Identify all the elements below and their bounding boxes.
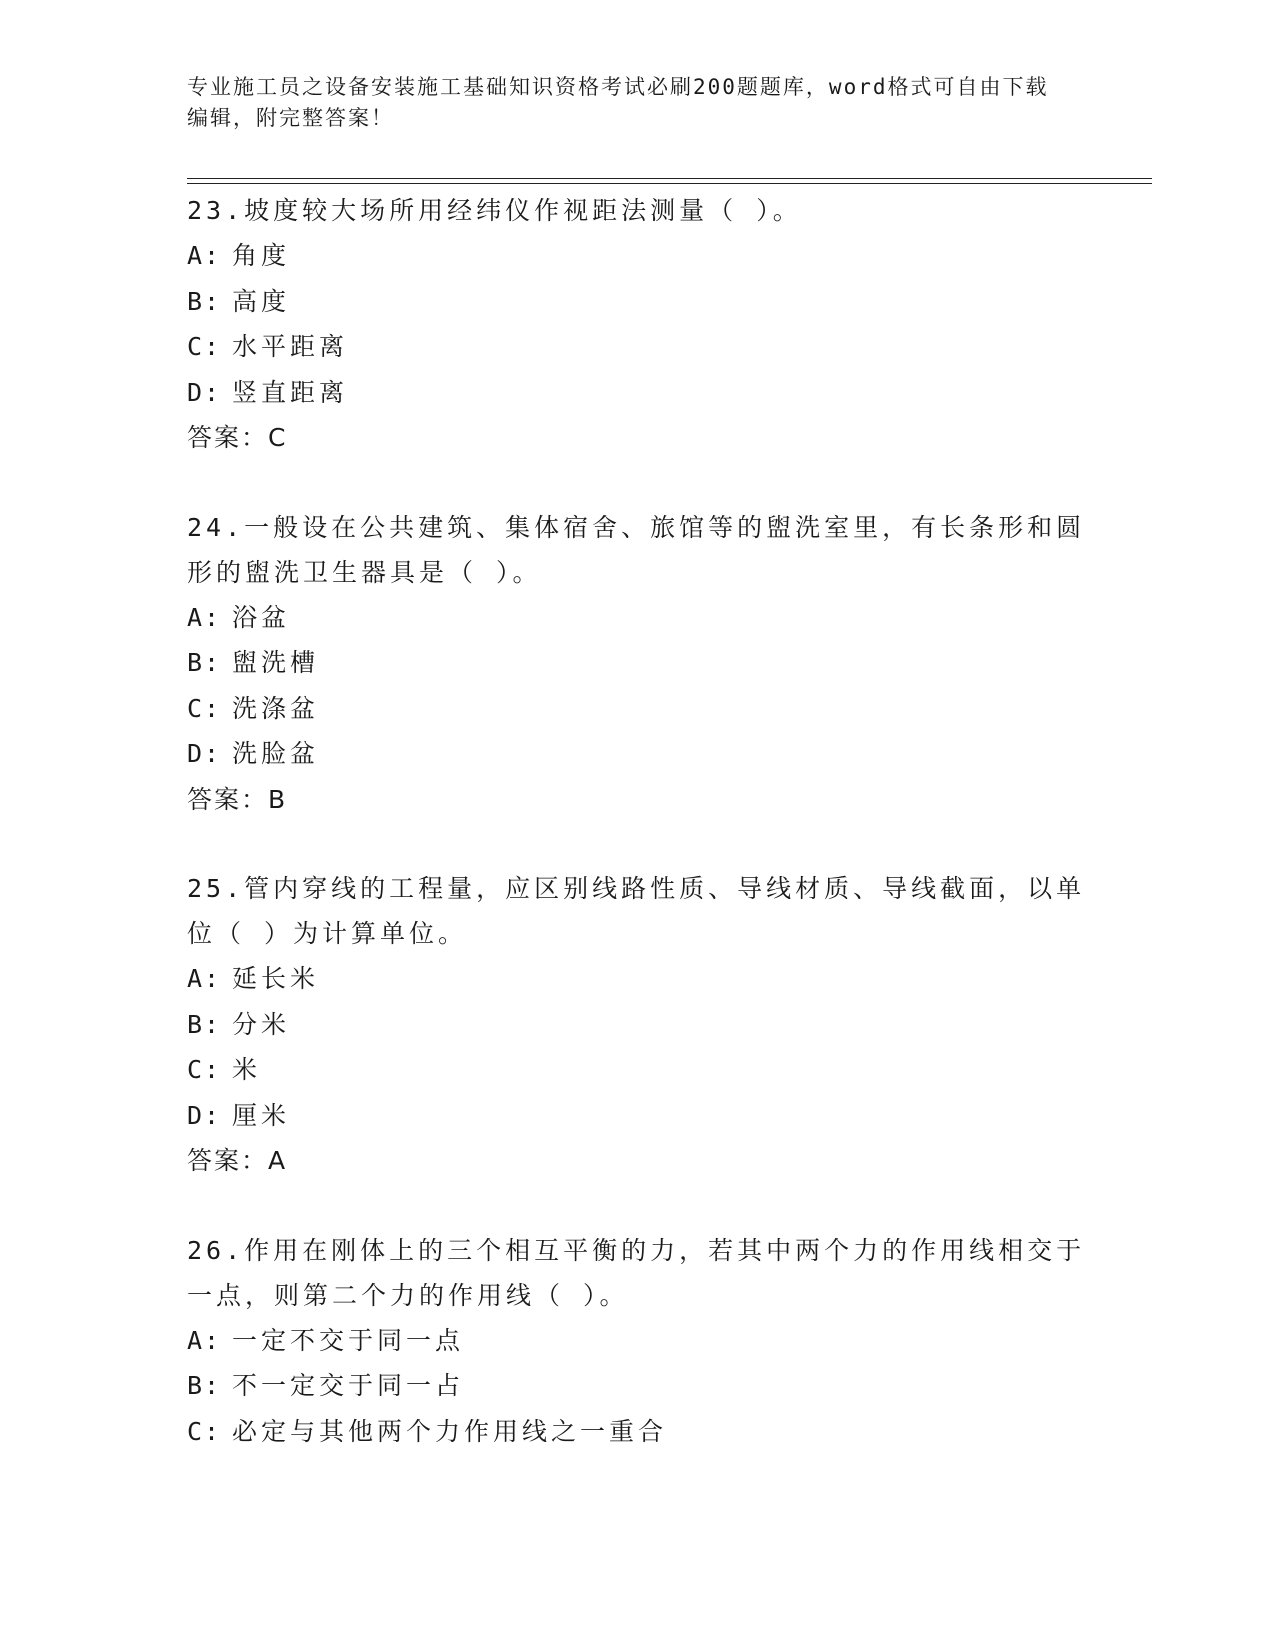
answer-line: 答案：B [187,784,288,814]
question-stem: 23.坡度较大场所用经纬仪作视距法测量（ ）。 [187,196,802,225]
option-text: 水平距离 [232,332,349,361]
option-b [187,1002,1087,1048]
question-24 [187,505,1087,823]
question-stem: 25.管内穿线的工程量，应区别线路性质、导线材质、导线截面，以单位（ ）为计算单位。 [187,874,1086,948]
option-key: D: [187,377,222,407]
option-key: D: [187,1100,222,1130]
option-d [187,731,1087,777]
option-text: 不一定交于同一占 [232,1371,465,1400]
header-title: 专业施工员之设备安装施工基础知识资格考试必刷200题题库，word格式可自由下载编辑，附完整答案！ [187,75,1049,130]
question-stem: 26.作用在刚体上的三个相互平衡的力，若其中两个力的作用线相交于一点，则第二个力的作用线（ ）。 [187,1235,1086,1310]
option-key: B: [187,1371,222,1400]
document-header [187,72,1067,134]
option-key: A: [187,241,222,270]
option-text: 厘米 [232,1100,291,1130]
option-key: D: [187,739,222,768]
option-key: A: [187,602,222,632]
option-b [187,1363,1087,1409]
option-a [187,956,1087,1002]
option-b [187,640,1087,686]
option-b [187,279,1087,325]
option-key: B: [187,648,222,677]
option-key: C: [187,1416,222,1446]
option-c [187,324,1087,370]
option-c [187,686,1087,732]
option-text: 高度 [232,286,291,316]
option-d [187,370,1087,416]
question-stem: 24.一般设在公共建筑、集体宿舍、旅馆等的盥洗室里，有长条形和圆形的盥洗卫生器具是（ ）。 [187,512,1086,587]
option-text: 浴盆 [232,602,291,632]
option-text: 洗脸盆 [232,739,320,768]
option-text: 盥洗槽 [232,648,320,677]
option-text: 米 [232,1055,262,1084]
option-a [187,1318,1087,1364]
option-key: B: [187,286,222,316]
option-text: 一定不交于同一点 [232,1325,465,1355]
option-key: C: [187,332,222,361]
answer-line: 答案：C [187,423,288,452]
option-key: A: [187,1325,222,1355]
option-text: 竖直距离 [232,377,349,407]
option-text: 延长米 [232,964,320,993]
question-25 [187,866,1087,1184]
question-list [187,188,1087,1498]
option-text: 角度 [232,241,291,270]
option-c [187,1047,1087,1093]
option-a [187,233,1087,279]
header-divider-top [187,178,1152,179]
option-key: B: [187,1009,222,1039]
question-26 [187,1228,1087,1455]
header-divider-bottom [187,183,1152,184]
question-23 [187,188,1087,461]
option-key: C: [187,693,222,723]
option-text: 洗涤盆 [232,693,320,723]
option-text: 分米 [232,1009,291,1039]
answer-line: 答案：A [187,1146,288,1175]
option-text: 必定与其他两个力作用线之一重合 [232,1416,668,1446]
option-d [187,1093,1087,1139]
option-a [187,595,1087,641]
option-key: C: [187,1055,222,1084]
option-key: A: [187,964,222,993]
option-c [187,1409,1087,1455]
